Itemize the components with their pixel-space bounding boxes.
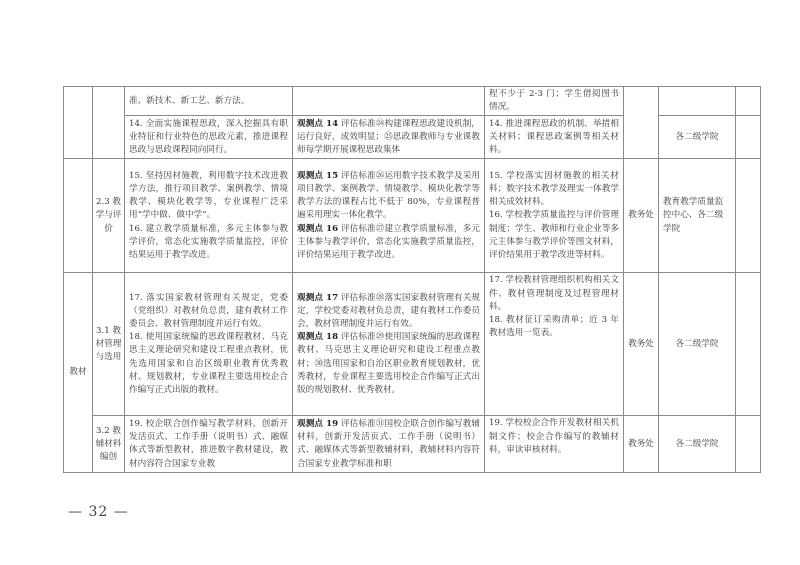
- standard-cell: 19. 校企联合创作编写教学材料，创新开发活页式、工作手册（说明书）式、融媒体式等新型教材，推进数字教材建设，教材内容符合国家专业教: [125, 416, 293, 473]
- observation-text: 评估标准㉛国校企联合创作编写教辅材料，创新开发活页式、工作手册（说明书）式、融媒体式等新型教辅材料，教辅材料内容符合国家专业教学标准和职: [297, 419, 480, 469]
- notes-cell: [736, 273, 761, 416]
- category-cell: 教材: [64, 273, 93, 473]
- standard-item-15: 15. 坚持因材施教，利用数字技术改进教学方法，推行项目教学、案例教学、情境教学、模块化教学等，专业课程广泛采用“学中做、做中学”。: [129, 170, 288, 221]
- observation-cell: [293, 87, 485, 116]
- observation-item-18: [297, 331, 480, 397]
- lead-dept-cell: [624, 87, 659, 159]
- coop-dept-cell: [659, 87, 736, 116]
- sub-item-cell: 3.1 教材管理与选用: [93, 273, 125, 416]
- observation-item-16: [297, 223, 480, 263]
- observation-label: 观测点 15: [297, 170, 339, 181]
- standard-item-17: 17. 落实国家教材管理有关规定，党委（党组织）对教材负总责，建有教材工作委员会、教材管理制度并运行有效。: [129, 292, 288, 329]
- materials-cell: [485, 159, 624, 273]
- materials-item-16: 16. 学校教学质量监控与评价管理制度；学生、教师和行业企业等多元主体参与教学评价等图文材料，评价结果用于教学改进等材料。: [489, 210, 619, 260]
- observation-text: 评估标准㉙使用国家统编的思政课程教材、马克思主义理论研究和建设工程重点教材；㉚选用国家和自治区职业教育规划教材，优秀教材，专业课程主要选用校企合作编写正式出版的规划教材、优秀教材。: [297, 332, 480, 396]
- table-row: [64, 416, 761, 473]
- observation-label: 观测点 16: [297, 223, 339, 234]
- table-row: [64, 87, 761, 116]
- observation-cell: [293, 159, 485, 273]
- observation-label: 观测点 19: [297, 419, 339, 429]
- page-number: — 32 —: [68, 504, 129, 520]
- observation-text: 评估标准㉔构建课程思政建设机制，运行良好，成效明显；㉕思政课教师与专业课教师每学期开展课程思政集体: [297, 118, 480, 155]
- sub-item-cell: 3.2 教辅材料编创: [93, 416, 125, 473]
- materials-cell: 14. 推进课程思政的机制、举措相关材料；课程思政案例等相关材料。: [485, 116, 624, 159]
- lead-dept-cell: 教务处: [624, 416, 659, 473]
- observation-text: 评估标准㉖运用数字技术教学及采用项目教学、案例教学、情境教学、模块化教学等教学方法的课程占比不低于 80%，专业课程普遍采用理实一体化教学。: [297, 170, 480, 221]
- observation-text: 评估标准㉗建立教学质量标准，多元主体参与教学评价，常态化实施教学质量监控，评价结果运用于教学改进。: [297, 223, 480, 260]
- standard-cell: 准、新技术、新工艺、新方法。: [125, 87, 293, 116]
- sub-item-cell: [93, 87, 125, 159]
- observation-cell: [293, 273, 485, 416]
- coop-dept-cell: 各二级学院: [659, 416, 736, 473]
- observation-cell: [293, 116, 485, 159]
- observation-cell: [293, 416, 485, 473]
- notes-cell: [736, 416, 761, 473]
- observation-text: 评估标准㉘落实国家教材管理有关规定，学校党委对教材负总责，建有教材工作委员会，教材管理制度并运行有效。: [297, 292, 480, 329]
- materials-cell: [485, 273, 624, 416]
- sub-item-cell: 2.3 教学与评价: [93, 159, 125, 273]
- notes-cell: [736, 159, 761, 273]
- coop-dept-cell: 各二级学院: [659, 116, 736, 159]
- materials-cell: 19. 学校校企合作开发教材相关机制文件；校企合作编写的教辅材料，审读审核材料。: [485, 416, 624, 473]
- evaluation-table: [63, 86, 761, 473]
- materials-item-15: 15. 学校落实因材施教的相关材料；数字技术教学及理实一体教学相关成效材料。: [489, 170, 619, 208]
- notes-cell: [736, 87, 761, 116]
- observation-item-17: [297, 292, 480, 332]
- coop-dept-cell: 教育教学质量监控中心、各二级学院: [659, 159, 736, 273]
- observation-label: 观测点 17: [297, 292, 339, 303]
- standard-cell: 14. 全面实施课程思政，深入挖掘具有职业特征和行业特色的思政元素，推进课程思政与思政课程同向同行。: [125, 116, 293, 159]
- table-row: [64, 273, 761, 416]
- lead-dept-cell: 教务处: [624, 159, 659, 273]
- standard-item-16: 16. 建立教学质量标准，多元主体参与教学评价，常态化实施教学质量监控，评价结果运用于教学改进。: [129, 223, 288, 260]
- category-cell: [64, 87, 93, 159]
- table-row: [64, 159, 761, 273]
- standard-item-18: 18. 使用国家统编的思政课程教材、马克思主义理论研究和建设工程重点教材，优先选用国家和自治区级职业教育优秀教材、规划教材，专业课程主要选用校企合作编写正式出版的教材。: [129, 332, 288, 396]
- category-cell: [64, 159, 93, 273]
- standard-cell: [125, 159, 293, 273]
- materials-item-18: 18. 教材征订采购清单；近 3 年教材选用一览表。: [489, 315, 619, 339]
- materials-cell: 程不少于 2-3 门；学生借阅图书情况。: [485, 87, 624, 116]
- observation-label: 观测点 14: [297, 118, 339, 129]
- notes-cell: [736, 116, 761, 159]
- lead-dept-cell: 教务处: [624, 273, 659, 416]
- standard-cell: [125, 273, 293, 416]
- observation-item-15: [297, 170, 480, 223]
- materials-item-17: 17. 学校教材管理组织机构相关文件、教材管理制度及过程管理材料。: [489, 275, 619, 312]
- observation-label: 观测点 18: [297, 332, 339, 343]
- coop-dept-cell: 各二级学院: [659, 273, 736, 416]
